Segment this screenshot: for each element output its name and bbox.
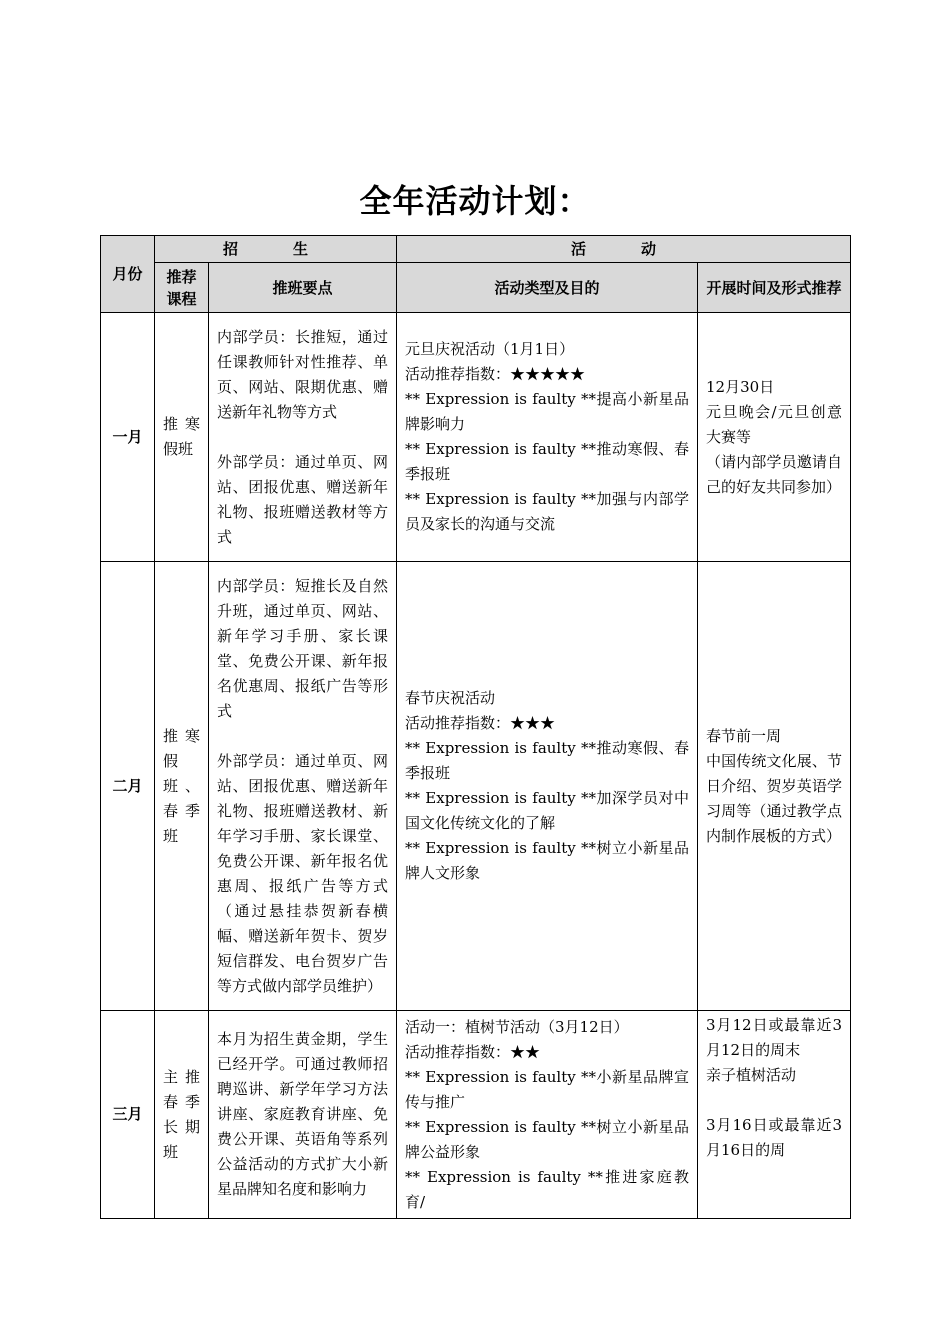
time-line: 12月30日 [706,377,775,396]
month-cell: 二月 [101,562,155,1011]
time-line: 春节前一周 [706,726,782,745]
activity-line: ** Expression is faulty **推进家庭教育/ [405,1167,690,1211]
activity-line: ** Expression is faulty **加强与内部学员及家长的沟通与交流 [405,490,690,533]
time-line: 元旦晚会/元旦创意大赛等 [706,402,843,446]
activity-line: ** Expression is faulty **树立小新星品牌公益形象 [405,1117,690,1161]
table-row [101,313,851,562]
month-cell: 三月 [101,1011,155,1219]
activity-line: 活动一：植树节活动（3月12日） [405,1017,629,1036]
activity-plan-table [100,235,851,1219]
activity-line: ** Expression is faulty **树立小新星品牌人文形象 [405,839,690,882]
header-types: 活动类型及目的 [397,263,698,313]
header-month: 月份 [101,236,155,313]
activity-rating: 活动推荐指数：★★★ [405,714,556,732]
time-cell [698,1011,851,1219]
activity-rating: 活动推荐指数：★★ [405,1042,541,1061]
points-cell [209,562,397,1011]
header-time: 开展时间及形式推荐 [698,263,851,313]
activity-line: ** Expression is faulty **加深学员对中国文化传统文化的了解 [405,789,690,832]
activities-cell [397,562,698,1011]
activity-rating: 活动推荐指数：★★★★★ [405,365,586,383]
header-row-sub [101,263,851,313]
points-internal: 本月为招生黄金期，学生已经开学。可通过教师招聘巡讲、新学年学习方法讲座、家庭教育讲座、免费公开课、英语角等系列公益活动的方式扩大小新星品牌知名度和影响力 [217,1030,389,1198]
points-internal: 内部学员：短推长及自然升班，通过单页、网站、新年学习手册、家长课堂、免费公开课、新年报名优惠周、报纸广告等形式 [217,576,389,720]
points-cell [209,313,397,562]
activity-line: ** Expression is faulty **提高小新星品牌影响力 [405,390,690,433]
time-line: （请内部学员邀请自己的好友共同参加） [706,452,843,496]
table-row [101,562,851,1011]
activity-line: ** Expression is faulty **推动寒假、春季报班 [405,440,690,483]
time-cell [698,313,851,562]
time-cell [698,562,851,1011]
activity-line: 春节庆祝活动 [405,689,496,707]
points-internal: 内部学员：长推短，通过任课教师针对性推荐、单页、网站、限期优惠、赠送新年礼物等方式 [217,327,389,421]
header-course: 推荐课程 [155,263,209,313]
points-external: 外部学员：通过单页、网站、团报优惠、赠送新年礼物、报班赠送教材等方式 [217,452,389,546]
activities-cell [397,1011,698,1219]
course-cell: 推寒假班、春季班 [155,562,209,1011]
month-cell: 一月 [101,313,155,562]
header-activity: 活 动 [397,236,851,263]
header-recruit: 招 生 [155,236,397,263]
activities-cell [397,313,698,562]
activity-line: ** Expression is faulty **推动寒假、春季报班 [405,739,690,782]
activity-line: 元旦庆祝活动（1月1日） [405,340,575,358]
time-line: 3月12日或最靠近3月12日的周末 [706,1016,843,1059]
page-title: 全年活动计划： [359,182,591,220]
header-points: 推班要点 [209,263,397,313]
header-row-group [101,236,851,263]
table-row [101,1011,851,1219]
course-cell: 推寒假班 [155,313,209,562]
activity-line: ** Expression is faulty **小新星品牌宣传与推广 [405,1067,690,1111]
points-cell [209,1011,397,1219]
time-line: 中国传统文化展、节日介绍、贺岁英语学习周等（通过教学点内制作展板的方式） [706,751,843,845]
time-line: 亲子植树活动 [706,1066,797,1084]
course-cell: 主推春季长期班 [155,1011,209,1219]
points-external: 外部学员：通过单页、网站、团报优惠、赠送新年礼物、报班赠送教材、新年学习手册、家长课堂、免费公开课、新年报名优惠周、报纸广告等方式（通过悬挂恭贺新春横幅、赠送新年贺卡、贺岁短信群发、电台贺岁广告等方式做内部学员维护） [217,751,389,995]
time-line: 3月16日或最靠近3月16日的周 [706,1116,843,1159]
